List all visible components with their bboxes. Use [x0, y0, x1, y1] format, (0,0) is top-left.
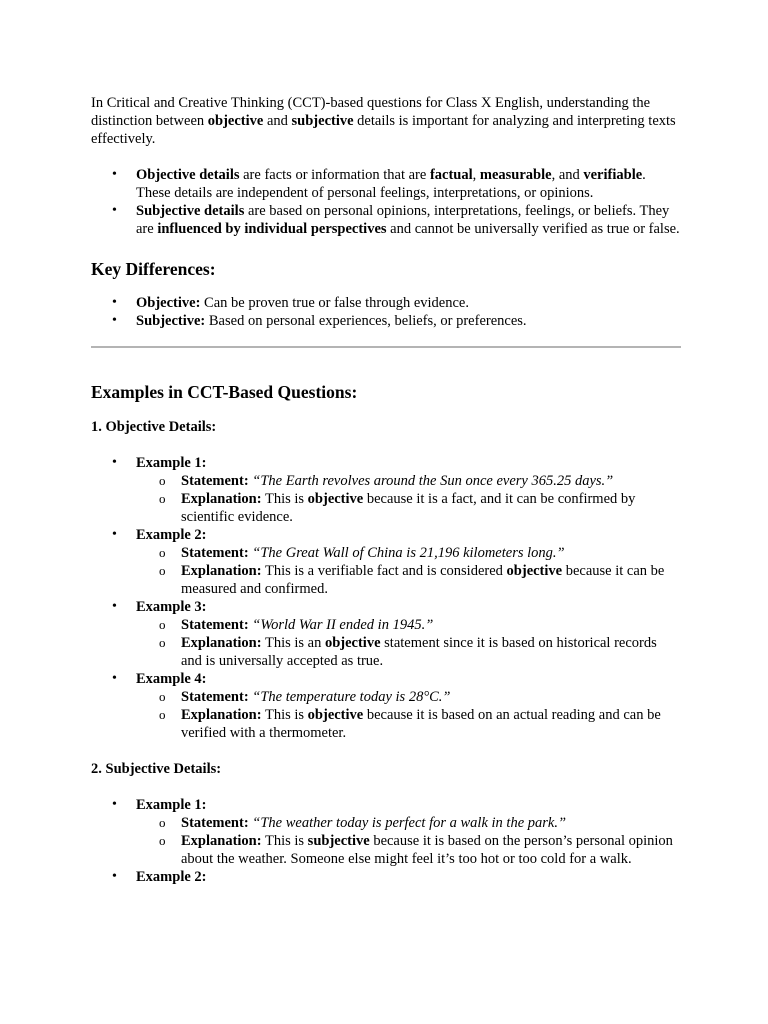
explanation-text: This is an: [261, 635, 325, 651]
example-title: Example 1:: [136, 455, 207, 471]
example-item: [91, 796, 681, 868]
key-difference-text: Based on personal experiences, beliefs, or preferences.: [205, 313, 527, 329]
statement-text: “The temperature today is 28°C.”: [252, 689, 451, 705]
keyword-influenced: influenced by individual perspectives: [157, 221, 387, 237]
key-difference-label: Objective:: [136, 295, 201, 311]
statement-text: “World War II ended in 1945.”: [252, 617, 434, 633]
example-title: Example 3:: [136, 599, 207, 615]
key-difference-text: Can be proven true or false through evidence.: [200, 295, 469, 311]
example-details: [136, 472, 681, 526]
example-item: [91, 526, 681, 598]
intro-term-objective: objective: [207, 113, 264, 129]
example-title: Example 2:: [136, 527, 207, 543]
statement-label: Statement:: [181, 617, 249, 633]
intro-text: details is important for analyzing and interpreting texts effectively.: [91, 113, 676, 147]
explanation-keyword: objective: [506, 563, 563, 579]
statement-item: [136, 814, 681, 832]
statement-item: [136, 616, 681, 634]
definition-subjective: [91, 202, 681, 238]
definition-term: Subjective details: [136, 203, 245, 219]
statement-label: Statement:: [181, 473, 249, 489]
examples-heading: Examples in CCT-Based Questions:: [91, 382, 358, 402]
explanation-item: [136, 490, 681, 526]
keyword-measurable: measurable: [479, 167, 552, 183]
definition-term: Objective details: [136, 167, 240, 183]
key-differences-list: [91, 294, 681, 330]
key-differences-heading: Key Differences:: [91, 259, 216, 279]
explanation-label: Explanation:: [181, 707, 262, 723]
document-page: [91, 94, 681, 886]
explanation-item: [136, 634, 681, 670]
example-item: [91, 598, 681, 670]
key-difference-label: Subjective:: [136, 313, 206, 329]
example-title: Example 4:: [136, 671, 207, 687]
statement-label: Statement:: [181, 545, 249, 561]
example-title: Example 1:: [136, 797, 207, 813]
statement-item: [136, 688, 681, 706]
explanation-text: This is: [261, 833, 308, 849]
statement-item: [136, 544, 681, 562]
explanation-item: [136, 832, 681, 868]
explanation-keyword: objective: [324, 635, 381, 651]
definition-text: , and: [551, 167, 584, 183]
example-details: [136, 688, 681, 742]
example-details: [136, 814, 681, 868]
explanation-text: This is a verifiable fact and is considered: [261, 563, 507, 579]
objective-details-heading: 1. Objective Details:: [91, 419, 217, 435]
subjective-examples-list: [91, 796, 681, 886]
definition-text: ,: [472, 167, 480, 183]
definition-objective: [91, 166, 681, 202]
intro-text: and: [263, 113, 292, 129]
example-title: Example 2:: [136, 869, 207, 885]
explanation-text: This is: [261, 491, 308, 507]
statement-item: [136, 472, 681, 490]
definition-text: are facts or information that are: [239, 167, 430, 183]
explanation-label: Explanation:: [181, 563, 262, 579]
definition-text: and cannot be universally verified as true or false.: [386, 221, 680, 237]
definition-text: . These details are independent of personal feelings, interpretations, or opinions.: [136, 167, 646, 201]
example-item: [91, 670, 681, 742]
explanation-label: Explanation:: [181, 635, 262, 651]
explanation-text: This is: [261, 707, 308, 723]
key-difference-item: [91, 312, 681, 330]
statement-label: Statement:: [181, 815, 249, 831]
explanation-text: because it is based on an actual reading and can be verified with a thermometer.: [181, 707, 661, 741]
explanation-text: because it is a fact, and it can be confirmed by scientific evidence.: [181, 491, 636, 525]
statement-text: “The Great Wall of China is 21,196 kilometers long.”: [252, 545, 565, 561]
explanation-keyword: objective: [307, 707, 364, 723]
explanation-text: statement since it is based on historical records and is universally accepted as true.: [181, 635, 657, 669]
statement-label: Statement:: [181, 689, 249, 705]
statement-text: “The weather today is perfect for a walk in the park.”: [252, 815, 567, 831]
explanation-item: [136, 562, 681, 598]
definition-text: are based on personal opinions, interpretations, feelings, or beliefs. They are: [136, 203, 670, 237]
example-details: [136, 616, 681, 670]
keyword-factual: factual: [429, 167, 473, 183]
example-details: [136, 544, 681, 598]
explanation-item: [136, 706, 681, 742]
keyword-verifiable: verifiable: [583, 167, 643, 183]
intro-paragraph: [91, 94, 681, 148]
explanation-text: because it is based on the person’s personal opinion about the weather. Someone else might feel it’s too hot or too cold for a walk.: [181, 833, 673, 867]
example-item: [91, 454, 681, 526]
explanation-label: Explanation:: [181, 833, 262, 849]
explanation-text: because it can be measured and confirmed.: [181, 563, 665, 597]
definitions-list: [91, 166, 681, 238]
intro-text: In Critical and Creative Thinking (CCT)-based questions for Class X English, understanding the distinction between: [91, 95, 651, 129]
explanation-keyword: subjective: [307, 833, 370, 849]
statement-text: “The Earth revolves around the Sun once every 365.25 days.”: [252, 473, 614, 489]
subjective-details-heading: 2. Subjective Details:: [91, 761, 222, 777]
intro-term-subjective: subjective: [291, 113, 354, 129]
objective-examples-list: [91, 454, 681, 742]
horizontal-rule: [91, 346, 681, 348]
explanation-keyword: objective: [307, 491, 364, 507]
example-item: [91, 868, 681, 886]
key-difference-item: [91, 294, 681, 312]
explanation-label: Explanation:: [181, 491, 262, 507]
